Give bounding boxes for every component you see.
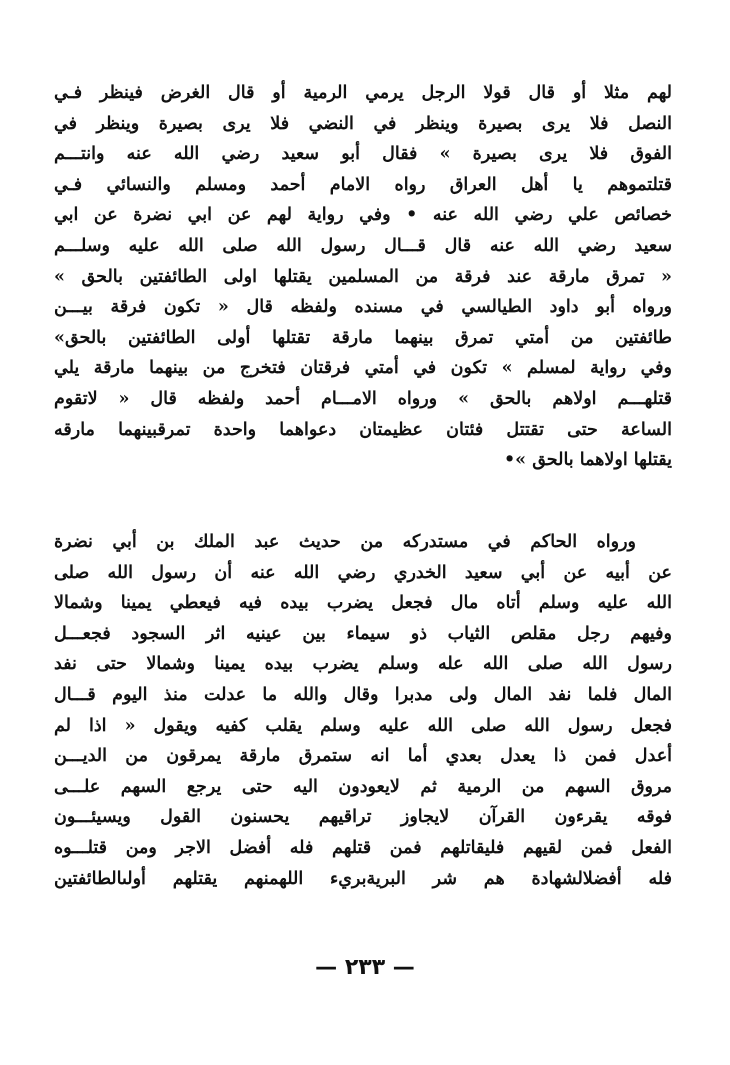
text-line: يقتلها اولاهما بالحق »• — [504, 450, 672, 471]
text-line: سعيد رضي الله عنه قال قـــال رسول الله صلى الله عليه وسلـــم — [54, 235, 672, 256]
paragraph-2 — [54, 527, 672, 894]
text-line: وفي رواية لمسلم » تكون في أمتي فرقتان فتخرج من بينهما مارقة يلي — [54, 358, 672, 379]
text-line: طائفتين من أمتي تمرق بينهما مارقة تقتلها أولى الطائفتين بالحق» — [54, 327, 672, 348]
text-line: قتلهـــم اولاهم بالحق » ورواه الامـــام أحمد ولفظه قال « لاتقوم — [54, 388, 672, 409]
text-line: « تمرق مارقة عند فرقة من المسلمين يقتلها اولى الطائفتين بالحق » — [54, 266, 672, 287]
page-number: — ٢٣٣ — — [315, 955, 415, 980]
text-line: الساعة حتى تقتتل فئتان عظيمتان دعواهما واحدة تمرقبينهما مارقه — [54, 419, 672, 440]
text-line: الفعل فمن لقيهم فليقاتلهم فمن قتلهم فله أفضل الاجر ومن قتلـــوه — [54, 837, 672, 858]
text-line: فله أفضلالشهادة هم شر البريةبريء اللهمنهم يقتلهم أولىالطائفتين — [54, 868, 672, 889]
text-line: الفوق فلا يرى بصيرة » فقال أبو سعيد رضي الله عنه وانتـــم — [54, 144, 672, 165]
text-line: وفيهم رجل مقلص الثياب ذو سيماء بين عينيه اثر السجود فجعـــل — [54, 623, 672, 644]
text-line: عن أبيه عن أبي سعيد الخدري رضي الله عنه أن رسول الله صلى — [54, 562, 672, 583]
text-line: أعدل فمن ذا يعدل بعدي أما انه ستمرق مارقة يمرقون من الديـــن — [54, 746, 672, 767]
text-line: ورواه الحاكم في مستدركه من حديث عبد الملك بن أبي نضرة — [54, 532, 636, 552]
text-line: فجعل رسول الله صلى الله عليه وسلم يقلب كفيه ويقول « اذا لم — [54, 715, 672, 736]
text-line: فوقه يقرءون القرآن لايجاوز تراقيهم يحسنون القول ويسيئـــون — [54, 807, 672, 828]
text-line: ورواه أبو داود الطيالسي في مسنده ولفظه قال « تكون فرقة بيـــن — [54, 297, 672, 318]
text-line: النصل فلا يرى بصيرة وينظر في النضي فلا يرى بصيرة وينظر في — [54, 113, 672, 134]
paragraph-1 — [54, 78, 672, 476]
text-line: مروق السهم من الرمية ثم لايعودون اليه حتى يرجع السهم علـــى — [54, 776, 672, 797]
text-line: لهم مثلا أو قال قولا الرجل يرمي الرمية أو قال الغرض فينظر فـي — [54, 83, 672, 103]
text-line: قتلتموهم يا أهل العراق رواه الامام أحمد ومسلم والنسائي فـي — [54, 174, 672, 195]
text-line: الله عليه وسلم أتاه مال فجعل يضرب بيده فيه فيعطي يمينا وشمالا — [54, 593, 672, 614]
text-line: خصائص علي رضي الله عنه • وفي رواية لهم عن ابي نضرة عن ابي — [54, 205, 672, 226]
text-line: المال فلما نفد المال ولى مدبرا وقال والله ما عدلت منذ اليوم قـــال — [54, 684, 672, 705]
text-line: رسول الله صلى الله عله وسلم يضرب بيده يمينا وشمالا حتى نفد — [54, 654, 672, 675]
